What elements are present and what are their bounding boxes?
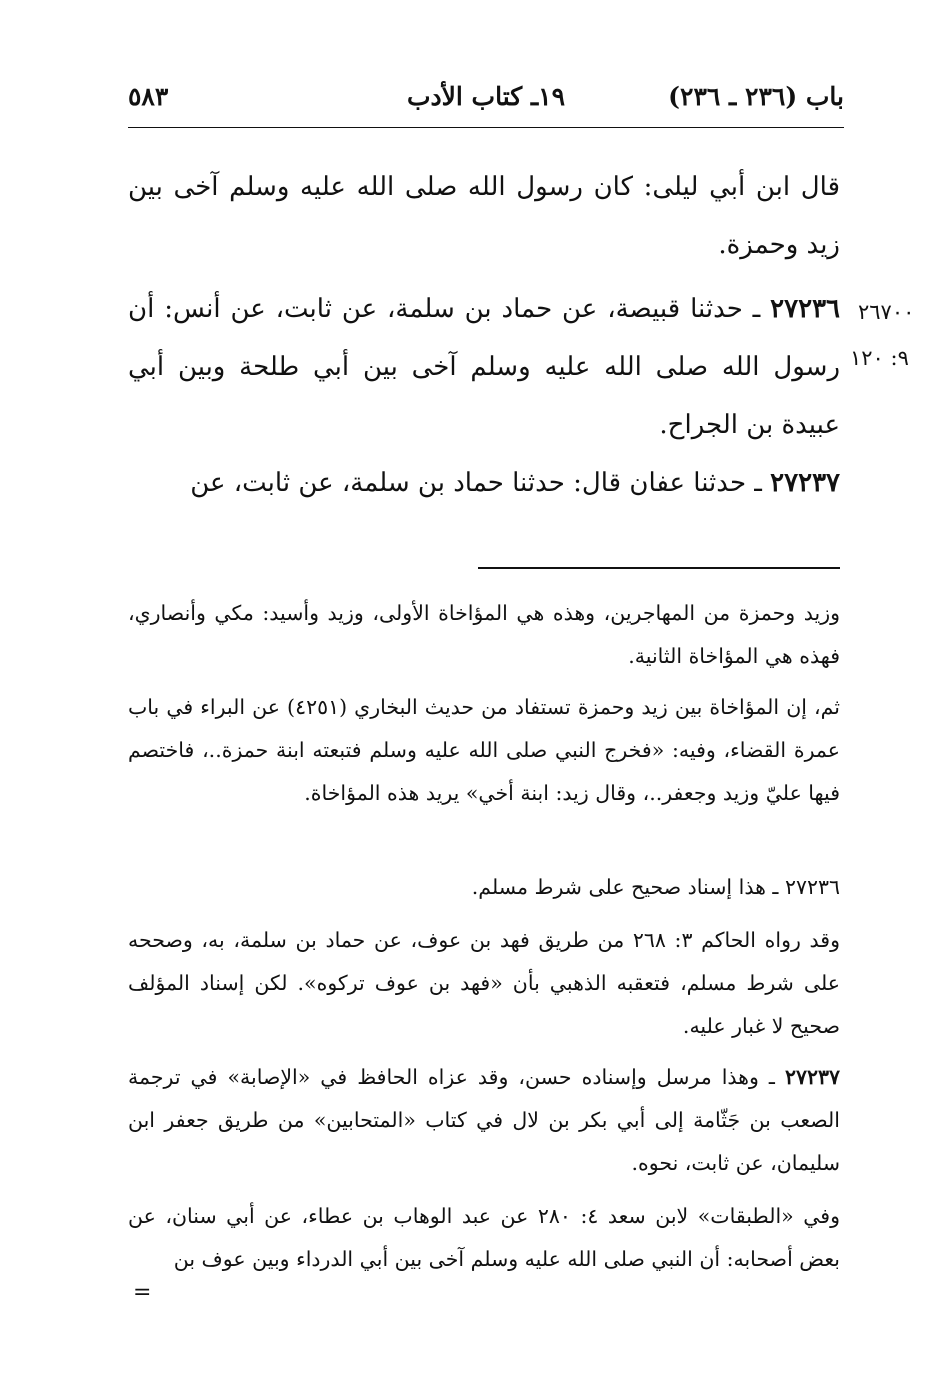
page-header	[128, 82, 844, 122]
footnote-paragraph: وقد رواه الحاكم ٣: ٢٦٨ من طريق فهد بن عوف، عن حماد بن سلمة، به، وصححه على شرط مسلم، فتعقبه الذهبي بأن «فهد بن عوف تركوه». لكن إسناد المؤلف صحيح لا غبار عليه.	[128, 928, 840, 1038]
footnote-block	[128, 592, 840, 678]
footnote-block	[128, 686, 840, 815]
page-number: ٥٨٣	[128, 82, 169, 111]
section-title: باب (٢٣٦ ـ ٢٣٦)	[668, 82, 844, 111]
intro-paragraph	[128, 158, 840, 274]
hadith-body: ـ حدثنا عفان قال: حدثنا حماد بن سلمة، عن ثابت، عن	[190, 468, 771, 498]
margin-reference: ٢٦٧٠٠	[858, 300, 915, 324]
footnote-paragraph: ٢٧٢٣٦ ـ هذا إسناد صحيح على شرط مسلم.	[471, 875, 840, 899]
hadith-number: ٢٧٢٣٧	[770, 468, 840, 498]
footnote-paragraph: وزيد وحمزة من المهاجرين، وهذه هي المؤاخاة الأولى، وزيد وأسيد: مكي وأنصاري، فهذه هي المؤاخاة الثانية.	[128, 601, 840, 668]
hadith-27237-text	[128, 454, 840, 512]
footnote-block	[128, 1056, 840, 1185]
footnote-block	[128, 919, 840, 1048]
hadith-number: ٢٧٢٣٦	[770, 294, 840, 324]
book-title: ١٩ـ كتاب الأدب	[406, 82, 566, 111]
hadith-27237	[128, 454, 840, 512]
hadith-27236-text	[128, 280, 840, 454]
hadith-27236	[128, 280, 840, 454]
footnote-block	[128, 1195, 840, 1281]
hadith-body: ـ حدثنا قبيصة، عن حماد بن سلمة، عن ثابت، عن أنس: أن رسول الله صلى الله عليه وسلم آخى بين أبي طلحة وبين أبي عبيدة بن الجراح.	[128, 294, 840, 440]
footnote-separator	[478, 567, 840, 569]
footnote-number: ٢٧٢٣٧	[784, 1065, 840, 1089]
intro-text: قال ابن أبي ليلى: كان رسول الله صلى الله عليه وسلم آخى بين زيد وحمزة.	[128, 172, 840, 260]
continuation-mark: =	[133, 1280, 152, 1305]
footnote-block	[128, 866, 840, 909]
margin-reference: ٩: ١٢٠	[850, 346, 909, 370]
header-rule	[128, 127, 844, 128]
footnote-paragraph: وفي «الطبقات» لابن سعد ٤: ٢٨٠ عن عبد الوهاب بن عطاء، عن أبي سنان، عن بعض أصحابه: أن النبي صلى الله عليه وسلم آخى بين أبي الدرداء وبين عوف بن	[128, 1204, 841, 1271]
footnote-paragraph	[128, 1056, 840, 1185]
footnote-paragraph: ثم، إن المؤاخاة بين زيد وحمزة تستفاد من حديث البخاري (٤٢٥١) عن البراء في باب عمرة القضاء، وفيه: «فخرج النبي صلى الله عليه وسلم فتبعته ابنة حمزة..، فاختصم فيها عليّ وزيد وجعفر..، وقال زيد: ابنة أخي» يريد هذه المؤاخاة.	[128, 695, 840, 805]
footnote-body: ـ وهذا مرسل وإسناده حسن، وقد عزاه الحافظ في «الإصابة» في ترجمة الصعب بن جَثّامة إلى أبي بكر بن لال في كتاب «المتحابين» من طريق جعفر ابن سليمان، عن ثابت، نحوه.	[128, 1065, 840, 1175]
